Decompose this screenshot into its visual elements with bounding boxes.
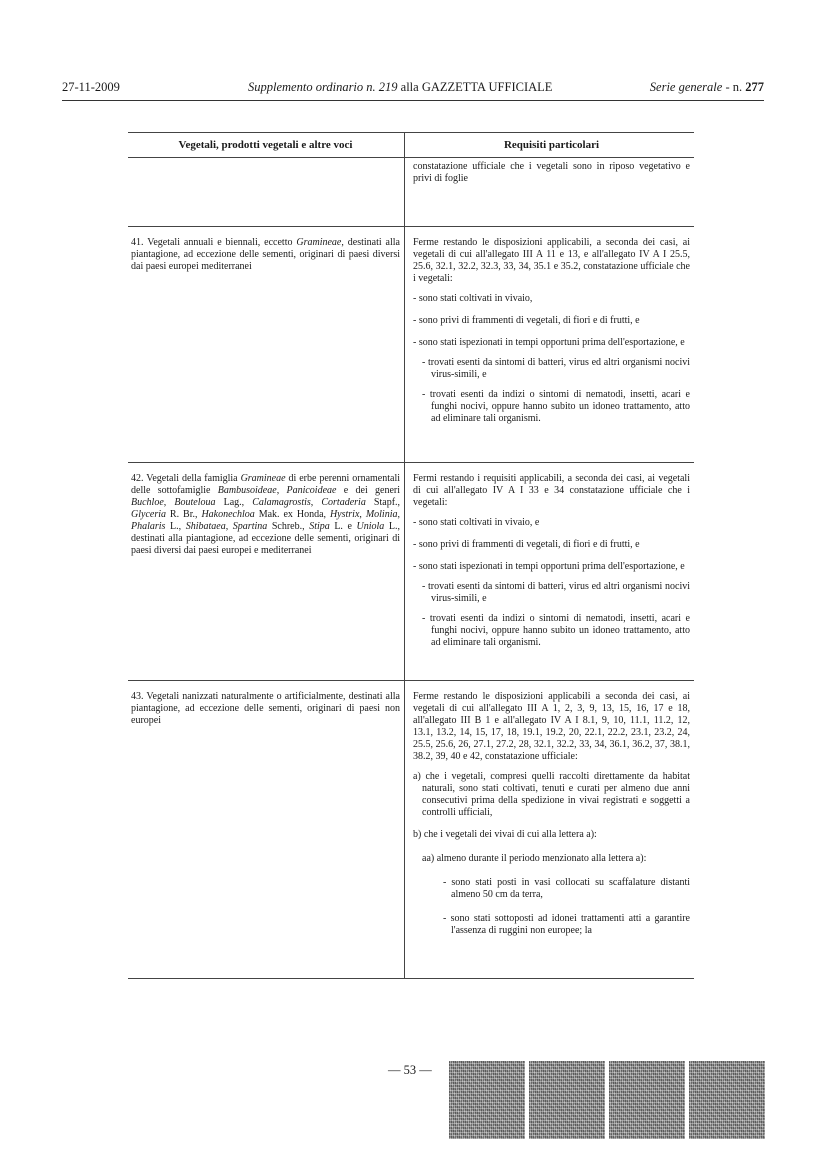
row3-left-seg: , (276, 485, 287, 496)
header-series-italic: Serie generale (649, 80, 723, 94)
row3-left-seg: Shibataea (185, 521, 226, 532)
row3-bullet-5: - trovati esenti da indizi o sintomi di nematodi, insetti, acari e funghi nocivi, oppure hanno subito un idoneo trattamento, atto ad eliminare tali organismi. (422, 613, 690, 648)
header-title-italic: Supplemento ordinario n. 219 (248, 80, 398, 94)
row3-intro: Fermi restando i requisiti applicabili, a seconda dei casi, ai vegetali di cui all'allegato IV A I 33 e 34 constatazione ufficiale che i vegetali: (413, 473, 690, 508)
row2-bullet-1: - sono stati coltivati in vivaio, (413, 293, 533, 304)
row3-bullet-4: - trovati esenti da sintomi di batteri, virus ed altri organismi nocivi virus-simili, e (422, 581, 690, 604)
row3-left-seg: Schreb., (267, 521, 310, 532)
row3-left-seg: Hakonechloa (201, 509, 255, 520)
row3-left-seg: e dei generi (336, 485, 400, 496)
row3-left-seg: L. e (329, 521, 357, 532)
row3-left-seg: Panicoideae (286, 485, 337, 496)
row4-left-cell (128, 681, 405, 978)
row3-bullet-1: - sono stati coltivati in vivaio, e (413, 517, 540, 528)
page-header (62, 80, 764, 98)
barcode-stamp (529, 1061, 605, 1139)
row2-bullet-5: - trovati esenti da indizi o sintomi di nematodi, insetti, acari e funghi nocivi, oppure hanno subito un idoneo trattamento, atto ad eliminare tali organismi. (422, 389, 690, 424)
row3-left-seg: Molinia (365, 509, 398, 520)
row3-left-seg: Spartina (232, 521, 268, 532)
row3-left-seg: Mak. ex Honda, (254, 509, 330, 520)
row3-left-seg: Hystrix (329, 509, 360, 520)
row3-left-seg: Phalaris (131, 521, 166, 532)
table-header-row (128, 132, 694, 158)
row1-right-text: constatazione ufficiale che i vegetali sono in riposo vegetativo e privi di foglie (413, 161, 690, 184)
row2-left-b: , destinati alla piantagione, ad eccezione delle sementi, originari di paesi diversi dai paesi europei mediterranei (131, 237, 400, 272)
row3-left-cell (128, 463, 405, 680)
row4-item-b: b) che i vegetali dei vivai di cui alla lettera a): (413, 829, 597, 840)
row2-left-a: 41. Vegetali annuali e biennali, eccetto (131, 237, 297, 248)
header-title-regular: alla GAZZETTA UFFICIALE (397, 80, 553, 94)
row3-left-text (131, 473, 400, 557)
row2-right-cell (405, 227, 694, 462)
table-row (128, 227, 694, 463)
page-number: — 53 — (388, 1063, 432, 1077)
barcode-stamp (449, 1061, 525, 1139)
row2-bullet-2: - sono privi di frammenti di vegetali, di fiori e di frutti, e (413, 315, 640, 326)
row3-left-seg: , (310, 497, 322, 508)
row3-left-seg: , (225, 521, 233, 532)
row3-left-seg: Bambusoideae (217, 485, 277, 496)
row3-left-seg: Bouteloua (174, 497, 216, 508)
row3-left-seg: Calamagrostis (252, 497, 311, 508)
row3-left-seg: L., destinati alla piantagione, ad eccezione delle sementi, originari di paesi diversi dai paesi europei e mediterranei (131, 521, 400, 556)
row3-left-seg: Stapf., (365, 497, 401, 508)
header-title (248, 80, 552, 95)
row4-right-cell (405, 681, 694, 978)
row3-left-seg: Cortaderia (321, 497, 366, 508)
row4-dash-2: - sono stati sottoposti ad idonei trattamenti atti a garantire l'assenza di ruggini non europee; la (443, 913, 690, 936)
row3-left-seg: , (397, 509, 400, 520)
row3-bullet-3: - sono stati ispezionati in tempi opportuni prima dell'esportazione, e (413, 561, 685, 572)
requirements-table (128, 132, 694, 979)
row3-left-seg: , (163, 497, 175, 508)
row4-dash-1: - sono stati posti in vasi collocati su scaffalature distanti almeno 50 cm da terra, (443, 877, 690, 900)
row2-left-italic: Gramineae (296, 237, 342, 248)
header-rule (62, 100, 764, 101)
row3-left-seg: Glyceria (131, 509, 166, 520)
barcode-stamp (609, 1061, 685, 1139)
header-series-sep: - n. (722, 80, 746, 94)
col-header-plants: Vegetali, prodotti vegetali e altre voci (128, 133, 405, 157)
row3-left-seg: Lag., (215, 497, 253, 508)
row4-item-aa: aa) almeno durante il periodo menzionato alla lettera a): (422, 853, 647, 864)
row3-left-seg: Uniola (356, 521, 385, 532)
row3-left-seg: Buchloe (131, 497, 164, 508)
row1-left-cell (128, 158, 405, 226)
row3-left-seg: R. Br., (166, 509, 202, 520)
row3-left-seg: L., (165, 521, 186, 532)
header-date: 27-11-2009 (62, 80, 120, 94)
row3-left-seg: Gramineae (240, 473, 286, 484)
barcode-stamp (689, 1061, 765, 1139)
row2-intro: Ferme restando le disposizioni applicabili, a seconda dei casi, ai vegetali di cui all'allegato III A 11 e 13, e all'allegato IV A I 25.5, 25.6, 32.1, 32.2, 32.3, 33, 34, 35.1 e 35.2, constatazione ufficiale che i vegetali: (413, 237, 690, 284)
row2-left-text (131, 237, 400, 273)
header-series-number: 277 (745, 80, 764, 94)
table-row (128, 463, 694, 681)
row4-intro: Ferme restando le disposizioni applicabili a seconda dei casi, ai vegetali di cui all'allegato III A 1, 2, 3, 9, 13, 15, 16, 17 e 18, all'allegato III B 1 e all'allegato IV A I 8.1, 9, 10, 11.1, 11.2, 12, 13.1, 13.2, 14, 15, 17, 18, 19.1, 19.2, 20, 22.1, 22.2, 23.1, 23.2, 24, 25.5, 25.6, 26, 27.1, 27.2, 28, 32.1, 32.2, 33, 34, 36.1, 36.2, 37, 38.1, 38.2, 39, 40 e 42, constatazione ufficiale: (413, 691, 690, 762)
row3-bullet-2: - sono privi di frammenti di vegetali, di fiori e di frutti, e (413, 539, 640, 550)
row2-bullet-3: - sono stati ispezionati in tempi opportuni prima dell'esportazione, e (413, 337, 685, 348)
row1-right-cell (405, 158, 694, 226)
table-row (128, 158, 694, 227)
row3-left-seg: Stipa (309, 521, 330, 532)
row2-bullet-4: - trovati esenti da sintomi di batteri, virus ed altri organismi nocivi virus-simili, e (422, 357, 690, 380)
header-series (650, 80, 764, 95)
col-header-requirements: Requisiti particolari (503, 139, 600, 151)
table-row (128, 681, 694, 979)
barcode-stamps (449, 1061, 769, 1139)
row3-right-cell (405, 463, 694, 680)
row3-left-seg: , (359, 509, 366, 520)
row3-left-seg: di erbe perenni ornamentali delle sottofamiglie (131, 473, 401, 496)
row3-left-seg: 42. Vegetali della famiglia (131, 473, 241, 484)
row2-left-cell (128, 227, 405, 462)
row4-item-a: a) che i vegetali, compresi quelli raccolti direttamente da habitat naturali, sono stati coltivati, tenuti e curati per almeno due anni consecutivi prima della spedizione in vivai registrati e soggetti a controlli ufficiali, (413, 771, 690, 818)
row4-left-text: 43. Vegetali nanizzati naturalmente o artificialmente, destinati alla piantagione, ad eccezione delle sementi, originari di paesi non europei (131, 691, 400, 726)
